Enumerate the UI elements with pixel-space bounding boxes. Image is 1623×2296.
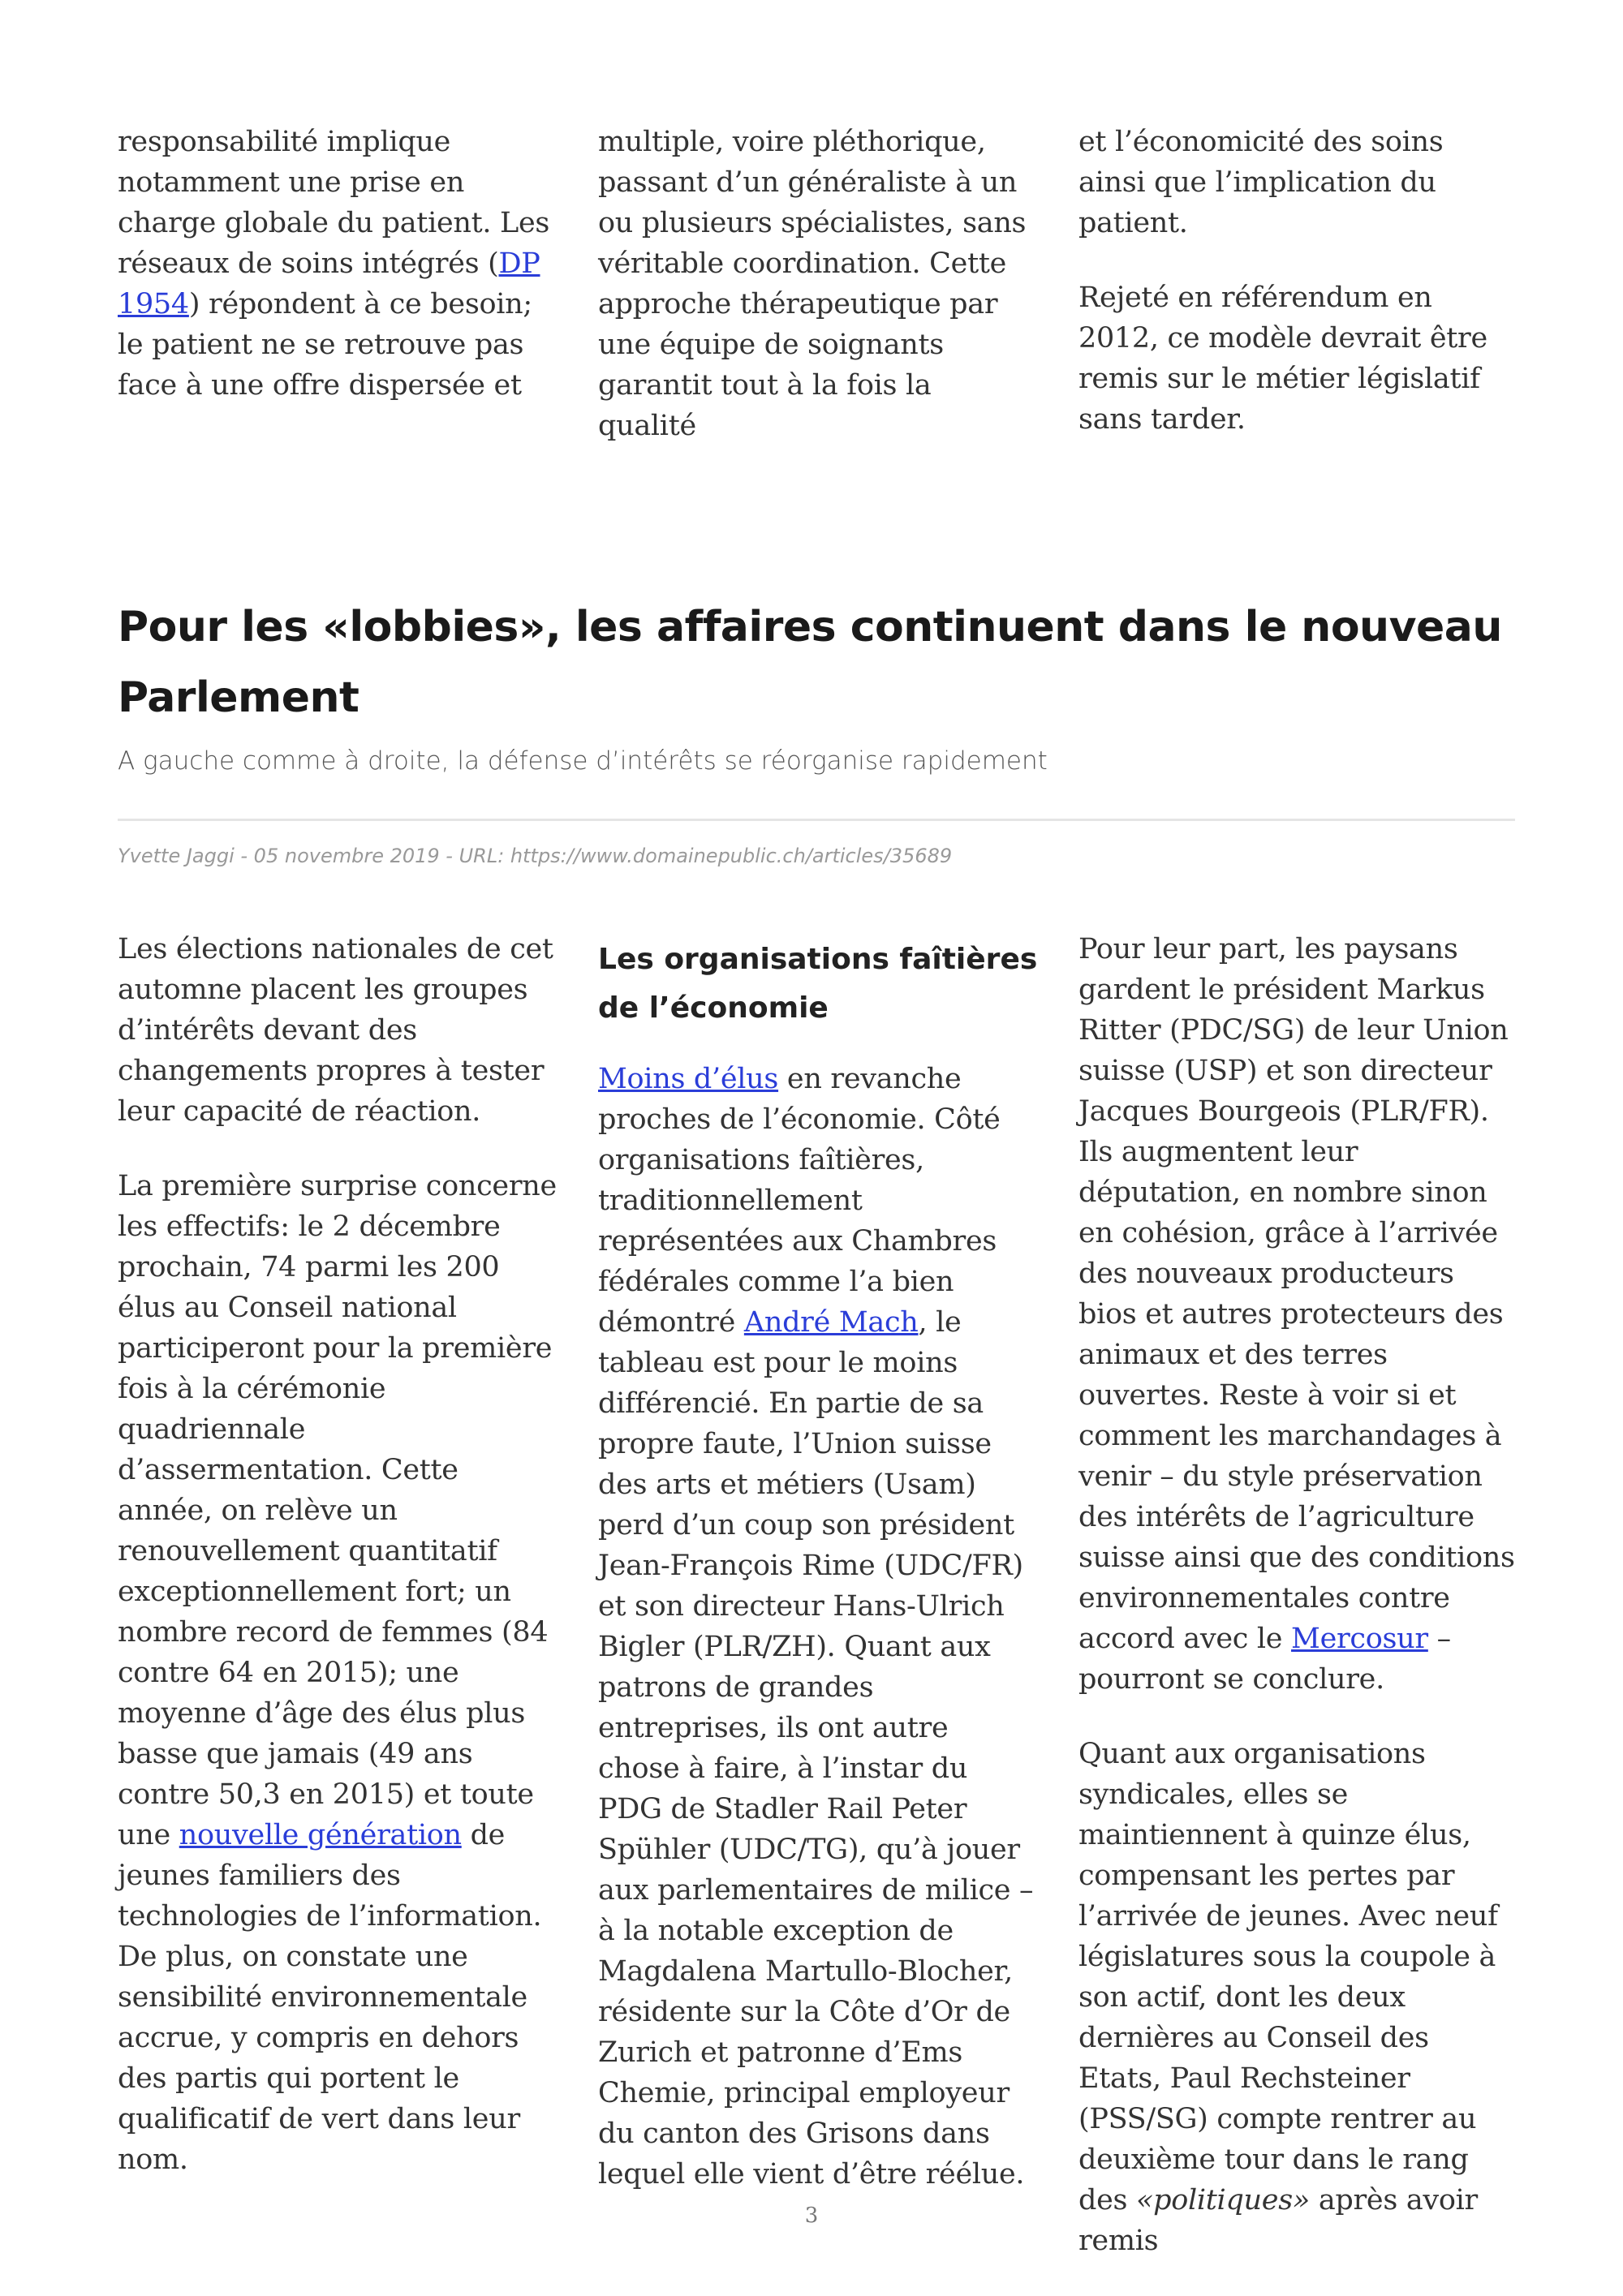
article-title: Pour les «lobbies», les affaires continuent dans le nouveau Parlement <box>118 603 1502 722</box>
link-nouvelle-generation[interactable]: nouvelle génération <box>179 1819 462 1851</box>
paragraph: Rejeté en référendum en 2012, ce modèle devrait être remis sur le métier législatif sans tarder. <box>1078 282 1487 436</box>
link-mercosur[interactable]: Mercosur <box>1291 1623 1428 1655</box>
article-subtitle: A gauche comme à droite, la défense d’intérêts se réorganise rapidement <box>118 746 1048 776</box>
text-column-2 <box>598 929 1038 2295</box>
page-number: 3 <box>804 2204 819 2228</box>
text-column-2 <box>598 122 1038 480</box>
article-body <box>118 929 1518 2295</box>
text-column-1 <box>118 122 558 480</box>
link-andre-mach[interactable]: André Mach <box>743 1306 919 1339</box>
paragraph: responsabilité implique notamment une prise en charge globale du patient. Les réseaux de soins intégrés (DP 1954) répondent à ce besoin; le patient ne se retrouve pas face à une offre dispersée et <box>118 126 550 402</box>
paragraph: La première surprise concerne les effectifs: le 2 décembre prochain, 74 parmi les 200 élus au Conseil national participeront pour la première fois à la cérémonie quadriennale d’assermentation. Cette année, on relève un renouvellement quantitatif exceptionnellement fort; un nombre record de femmes (84 contre 64 en 2015); une moyenne d’âge des élus plus basse que jamais (49 ans contre 50,3 en 2015) et toute une nouvelle génération de jeunes familiers des technologies de l’information. De plus, on constate une sensibilité environnementale accrue, y compris en dehors des partis qui portent le qualificatif de vert dans leur nom. <box>118 1170 557 2176</box>
paragraph: Moins d’élus en revanche proches de l’économie. Côté organisations faîtières, traditionnellement représentées aux Chambres fédérales comme l’a bien démontré André Mach, le tableau est pour le moins différencié. En partie de sa propre faute, l’Union suisse des arts et métiers (Usam) perd d’un coup son président Jean-François Rime (UDC/FR) et son directeur Hans-Ulrich Bigler (PLR/ZH). Quant aux patrons de grandes entreprises, ils ont autre chose à faire, à l’instar du PDG de Stadler Rail Peter Spühler (UDC/TG), qu’à jouer aux parlementaires de milice – à la notable exception de Magdalena Martullo-Blocher, résidente sur la Côte d’Or de Zurich et patronne d’Ems Chemie, principal employeur du canton des Grisons dans lequel elle vient d’être réélue. <box>598 1063 1034 2191</box>
paragraph: multiple, voire pléthorique, passant d’un généraliste à un ou plusieurs spécialistes, sans véritable coordination. Cette approche thérapeutique par une équipe de soignants garantit tout à la fois la qualité <box>598 126 1027 442</box>
paragraph: Pour leur part, les paysans gardent le président Markus Ritter (PDC/SG) de leur Union suisse (USP) et son directeur Jacques Bourgeois (PLR/FR). Ils augmentent leur députation, en nombre sinon en cohésion, grâce à l’arrivée des nouveaux producteurs bios et autres protecteurs des animaux et des terres ouvertes. Reste à voir si et comment les marchandages à venir – du style préservation des intérêts de l’agriculture suisse ainsi que des conditions environnementales contre accord avec le Mercosur – pourront se conclure. <box>1078 933 1515 1696</box>
divider <box>118 819 1515 821</box>
paragraph: Les élections nationales de cet automne placent les groupes d’intérêts devant des changements propres à tester leur capacité de réaction. <box>118 933 553 1128</box>
article-meta: Yvette Jaggi - 05 novembre 2019 - URL: https://www.domainepublic.ch/articles/35689 <box>118 845 953 867</box>
text-column-1 <box>118 929 558 2295</box>
text-column-3 <box>1078 929 1518 2295</box>
paragraph: Quant aux organisations syndicales, elles se maintiennent à quinze élus, compensant les pertes par l’arrivée de jeunes. Avec neuf législatures sous la coupole à son actif, dont les deux dernières au Conseil des Etats, Paul Rechsteiner (PSS/SG) compte rentrer au deuxième tour dans le rang des «politiques» après avoir remis <box>1078 1738 1498 2257</box>
link-dp-1954[interactable]: DP 1954 <box>118 247 540 320</box>
paragraph: et l’économicité des soins ainsi que l’implication du patient. <box>1078 126 1444 239</box>
previous-article-continuation <box>118 122 1518 480</box>
link-moins-d-elus[interactable]: Moins d’élus <box>598 1063 779 1095</box>
section-heading: Les organisations faîtières de l’économie <box>598 943 1038 1025</box>
text-column-3 <box>1078 122 1518 480</box>
